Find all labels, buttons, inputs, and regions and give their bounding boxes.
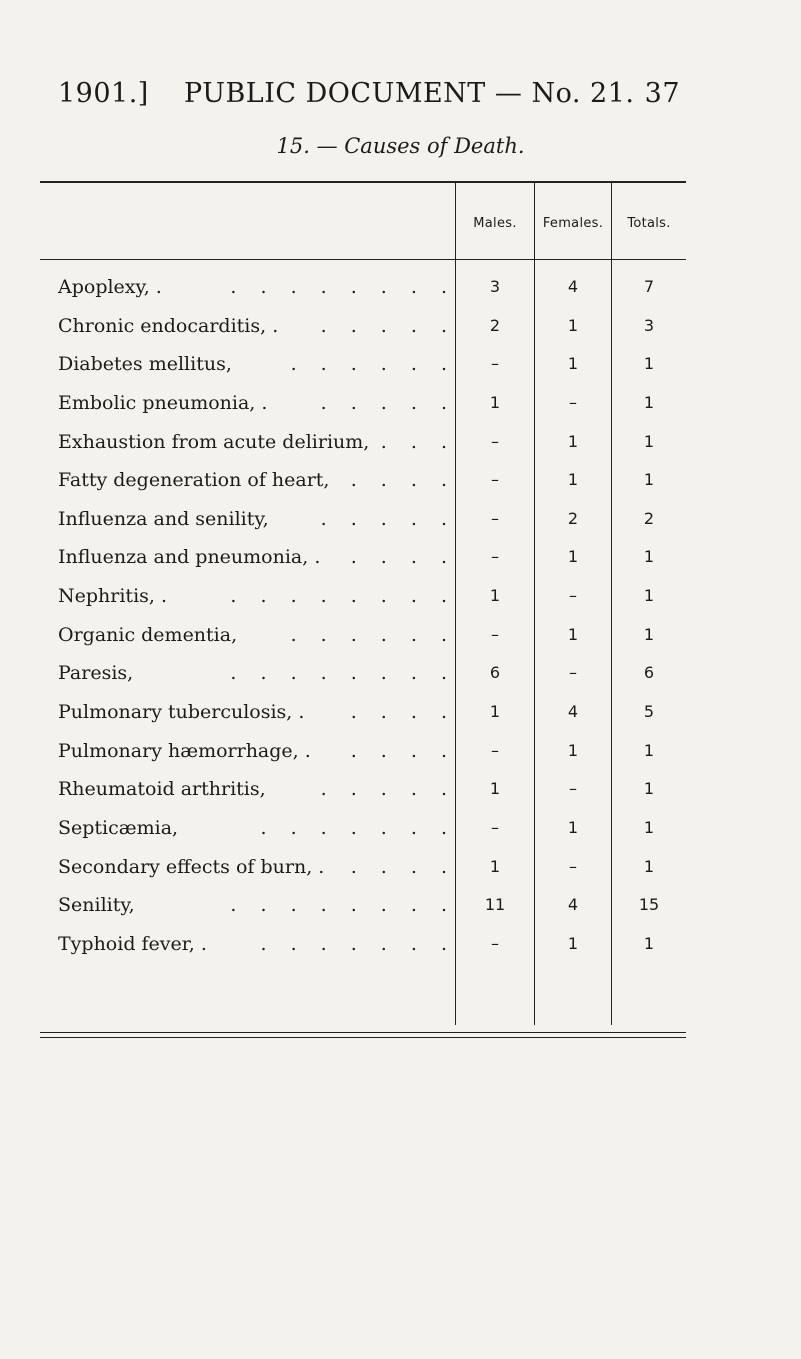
females-cell: 1 [567,315,579,335]
cause-cell: Exhaustion from acute delirium, [58,430,370,453]
totals-cell: 1 [643,740,655,760]
females-cell: – [569,586,577,606]
cause-cell: Influenza and senility, [58,507,269,530]
females-cell: 1 [567,431,579,451]
dot-leader: . . . . . . . . [230,894,456,917]
males-cell: – [491,470,499,490]
males-cell: – [491,740,499,760]
females-cell: 4 [567,702,579,722]
table-row [40,500,686,539]
table-header-rule [40,259,686,260]
running-head-year: 1901.] [58,78,149,109]
totals-cell: 1 [643,547,655,567]
table-title-text: — Causes of Death. [316,134,525,158]
totals-cell: 3 [643,315,655,335]
females-cell: – [569,779,577,799]
males-cell: – [491,431,499,451]
males-cell: – [491,624,499,644]
running-head-title: PUBLIC DOCUMENT — No. 21. [184,78,635,109]
females-cell: 2 [567,508,579,528]
table-row [40,616,686,655]
cause-cell: Paresis, [58,662,134,685]
totals-cell: 7 [643,277,655,296]
females-cell: 4 [567,895,579,915]
males-cell: 3 [489,277,501,296]
males-cell: 1 [489,856,501,876]
totals-cell: 15 [638,895,660,915]
dot-leader: . . . . . . . . [230,585,456,608]
totals-cell: 1 [643,392,655,412]
females-cell: 1 [567,547,579,567]
table-title [0,134,801,158]
dot-leader: . . . [380,430,456,453]
totals-cell: 6 [643,663,655,683]
males-cell: 1 [489,586,501,606]
table-row [40,577,686,616]
cause-cell: Pulmonary tuberculosis, . [58,701,305,724]
males-cell: 2 [489,315,501,335]
males-cell: 1 [489,779,501,799]
females-cell: – [569,856,577,876]
table-row [40,848,686,887]
table-row [40,538,686,577]
table-number: 15. [276,134,310,158]
table-row [40,925,686,964]
cause-cell: Septicæmia, [58,816,179,839]
cause-cell: Rheumatoid arthritis, [58,778,266,801]
males-cell: – [491,817,499,837]
males-cell: 1 [489,392,501,412]
column-header-females: Females. [542,216,604,231]
totals-cell: 1 [643,779,655,799]
totals-cell: 1 [643,933,655,953]
females-cell: – [569,663,577,683]
page-number: 37 [644,78,680,109]
dot-leader: . . . . . [320,778,456,801]
table-row [40,268,686,307]
table-row [40,770,686,809]
table-row [40,886,686,925]
males-cell: – [491,354,499,374]
table-row [40,384,686,423]
column-header-males: Males. [473,216,517,231]
males-cell: 1 [489,702,501,722]
totals-cell: 1 [643,624,655,644]
females-cell: 1 [567,624,579,644]
males-cell: 6 [489,663,501,683]
cause-cell: Organic dementia, [58,623,238,646]
table-row [40,307,686,346]
males-cell: – [491,547,499,567]
totals-cell: 1 [643,354,655,374]
table-bottom-rule [40,1037,686,1038]
dot-leader: . . . . . . . [260,932,456,955]
females-cell: 1 [567,817,579,837]
table-top-rule [40,181,686,183]
cause-cell: Pulmonary hæmorrhage, . [58,739,311,762]
table-row [40,732,686,771]
females-cell: 1 [567,740,579,760]
cause-cell: Secondary effects of burn, . [58,855,325,878]
running-head [58,78,680,118]
dot-leader: . . . . . [320,507,456,530]
cause-cell: Nephritis, . [58,585,168,608]
table-row [40,693,686,732]
cause-cell: Chronic endocarditis, . [58,314,279,337]
dot-leader: . . . . [350,701,456,724]
females-cell: 4 [567,277,579,296]
totals-cell: 5 [643,702,655,722]
totals-cell: 1 [643,856,655,876]
dot-leader: . . . . . . . [260,816,456,839]
cause-cell: Fatty degeneration of heart, [58,469,330,492]
cause-cell: Embolic pneumonia, . [58,391,268,414]
table-row [40,345,686,384]
totals-cell: 1 [643,817,655,837]
table-body [40,268,686,964]
dot-leader: . . . . . . [290,353,456,376]
males-cell: 11 [484,895,506,915]
column-header-totals: Totals. [627,216,671,231]
dot-leader: . . . . . [320,314,456,337]
table-row [40,423,686,462]
table-row [40,654,686,693]
table-row [40,809,686,848]
totals-cell: 2 [643,508,655,528]
dot-leader: . . . . . . . . [230,276,456,298]
females-cell: 1 [567,933,579,953]
dot-leader: . . . . [350,739,456,762]
females-cell: – [569,392,577,412]
dot-leader: . . . . . . . . [230,662,456,685]
cause-cell: Typhoid fever, . [58,932,207,955]
males-cell: – [491,508,499,528]
cause-cell: Diabetes mellitus, [58,353,232,376]
table-bottom-rule [40,1032,686,1033]
dot-leader: . . . . [350,546,456,569]
totals-cell: 1 [643,586,655,606]
females-cell: 1 [567,354,579,374]
totals-cell: 1 [643,470,655,490]
dot-leader: . . . . [350,469,456,492]
females-cell: 1 [567,470,579,490]
cause-cell: Senility, [58,894,135,917]
table-row [40,461,686,500]
males-cell: – [491,933,499,953]
cause-cell: Apoplexy, . [58,276,162,298]
dot-leader: . . . . [350,855,456,878]
cause-cell: Influenza and pneumonia, . [58,546,321,569]
dot-leader: . . . . . . [290,623,456,646]
totals-cell: 1 [643,431,655,451]
dot-leader: . . . . . [320,391,456,414]
